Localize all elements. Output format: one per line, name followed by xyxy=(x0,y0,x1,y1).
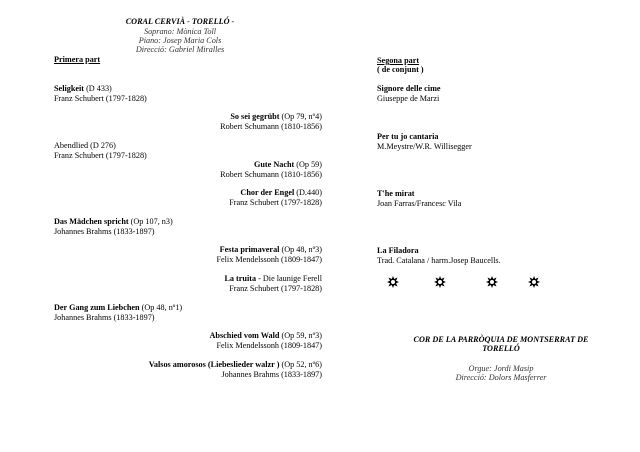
soprano-credit: Soprano: Mònica Toll xyxy=(143,27,217,36)
item-detail: (D 433) xyxy=(84,84,112,93)
program-item xyxy=(377,189,461,209)
program-item xyxy=(54,303,182,323)
item-composer: Robert Schumann (1810-1856) xyxy=(220,122,322,131)
program-item xyxy=(216,245,322,265)
item-title: Signore delle cime xyxy=(377,84,441,93)
item-title: Valsos amorosos (Liebeslieder walzr ) xyxy=(148,360,280,369)
gear-star-icon xyxy=(434,276,446,288)
item-composer: Trad. Catalana / harm.Josep Baucells. xyxy=(377,256,501,265)
item-detail: (Op 52, nº6) xyxy=(279,360,322,369)
item-detail: (Op 48, nº1) xyxy=(139,303,183,312)
second-direction-credit: Direcció: Dolors Masferrer xyxy=(455,373,547,382)
program-item xyxy=(377,84,441,104)
item-detail: - Die launige Ferell xyxy=(256,274,322,283)
item-detail: (D.440) xyxy=(294,188,322,197)
program-item xyxy=(149,360,322,380)
gear-star-icon xyxy=(486,276,498,288)
program-item xyxy=(54,84,147,104)
program-item xyxy=(54,141,147,161)
item-title: La truita xyxy=(224,274,257,283)
item-title: Das Mädchen spricht xyxy=(54,217,129,226)
item-composer: Franz Schubert (1797-1828) xyxy=(229,284,322,293)
piano-credit: Piano: Josep Maria Cols xyxy=(138,36,222,45)
item-title: Abendlied (D 276) xyxy=(54,141,116,150)
gear-star-icon xyxy=(528,276,540,288)
item-title: Der Gang zum Liebchen xyxy=(54,303,140,312)
item-title: T'he mirat xyxy=(377,189,415,198)
primera-part-heading: Primera part xyxy=(54,55,101,64)
item-composer: Franz Schubert (1797-1828) xyxy=(229,198,322,207)
item-composer: Joan Farras/Francesc Vila xyxy=(377,199,462,208)
segona-part-subheading: ( de conjunt ) xyxy=(377,65,424,74)
item-title: Per tu jo cantaria xyxy=(377,132,439,141)
choir-title: CORAL CERVIÀ - TORELLÓ - xyxy=(125,17,235,26)
item-composer: Felix Mendelssonh (1809-1847) xyxy=(216,255,322,264)
organ-credit: Orgue: Jordi Masip xyxy=(468,364,534,373)
program-item xyxy=(377,246,501,266)
direction-credit: Direcció: Gabriel Miralles xyxy=(135,45,225,54)
second-choir-title-line1: COR DE LA PARRÒQUIA DE MONTSERRAT DE xyxy=(413,335,589,344)
program-item xyxy=(377,132,472,152)
program-item xyxy=(210,331,322,351)
item-detail: (Op 79, nº4) xyxy=(279,112,322,121)
item-detail: (Op 59, nº3) xyxy=(279,331,322,340)
item-title: Festa primaveral xyxy=(219,245,280,254)
program-item xyxy=(229,188,322,208)
item-detail: (Op 107, n3) xyxy=(128,217,173,226)
item-composer: Johannes Brahms (1833-1897) xyxy=(221,370,322,379)
item-title: Seligkeit xyxy=(54,84,85,93)
item-detail: (Op 48, nº3) xyxy=(279,245,322,254)
item-composer: Felix Mendelssonh (1809-1847) xyxy=(216,341,322,350)
item-composer: Robert Schumann (1810-1856) xyxy=(220,170,322,179)
item-composer: Giuseppe de Marzi xyxy=(377,94,440,103)
item-title: Abschied vom Wald xyxy=(209,331,280,340)
item-composer: Franz Schubert (1797-1828) xyxy=(54,151,147,160)
second-choir-title-line2: TORELLÓ xyxy=(482,344,520,353)
segona-part-heading: Segona part xyxy=(377,56,420,65)
item-composer: M.Meystre/W.R. Willisegger xyxy=(377,142,472,151)
item-detail: (Op 59) xyxy=(294,160,322,169)
program-item xyxy=(220,160,322,180)
program-item xyxy=(220,112,322,132)
gear-star-icon xyxy=(387,276,399,288)
item-composer: Johannes Brahms (1833-1897) xyxy=(54,227,155,236)
item-title: Gute Nacht xyxy=(254,160,295,169)
item-composer: Franz Schubert (1797-1828) xyxy=(54,94,147,103)
item-title: La Filadora xyxy=(377,246,419,255)
item-title: So sei gegrübt xyxy=(230,112,280,121)
item-title: Chor der Engel xyxy=(240,188,295,197)
program-item xyxy=(224,274,322,294)
item-composer: Johannes Brahms (1833-1897) xyxy=(54,313,155,322)
program-item xyxy=(54,217,173,237)
